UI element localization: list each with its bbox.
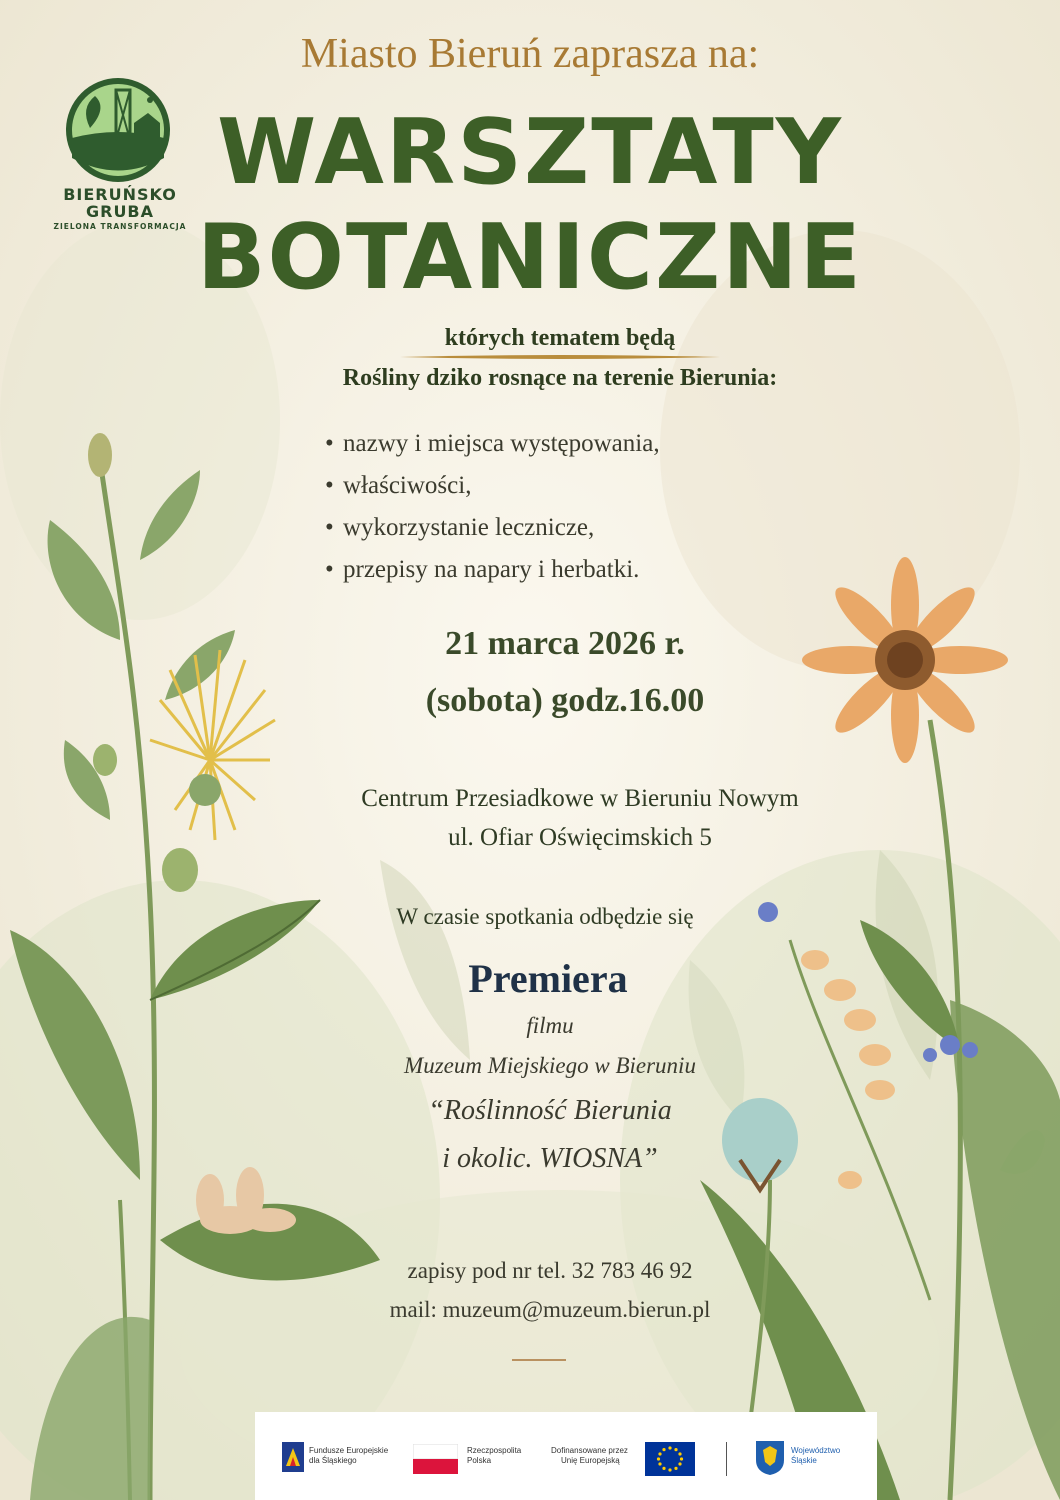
logo-brand-line1: BIERUŃSKO bbox=[63, 185, 177, 204]
fe-label-line1: Fundusze Europejskie bbox=[309, 1446, 389, 1455]
rp-label-line2: Polska bbox=[467, 1456, 492, 1465]
list-item: • wykorzystanie lecznicze, bbox=[325, 507, 660, 549]
ue-label-line2: Unię Europejską bbox=[561, 1456, 620, 1465]
eu-flag-icon bbox=[645, 1442, 695, 1476]
film-title-line1: “Roślinność Bierunia bbox=[428, 1095, 672, 1126]
logo-separator bbox=[726, 1442, 727, 1476]
premiere-label: Premiera bbox=[468, 956, 628, 1001]
venue-address: ul. Ofiar Oświęcimskich 5 bbox=[448, 824, 712, 851]
bullet-icon: • bbox=[325, 472, 334, 499]
museum-line: Muzeum Miejskiego w Bieruniu bbox=[404, 1053, 696, 1078]
silesia-coat-of-arms-icon bbox=[755, 1440, 785, 1476]
bullet-icon: • bbox=[325, 430, 334, 457]
topic-intro: których tematem będą bbox=[444, 325, 676, 351]
ue-label-line1: Dofinansowane przez bbox=[551, 1446, 628, 1455]
gold-divider-line bbox=[400, 354, 720, 360]
topic-list bbox=[325, 423, 660, 591]
bullet-icon: • bbox=[325, 514, 334, 541]
rp-label-line1: Rzeczpospolita bbox=[467, 1446, 522, 1455]
ws-label-line1: Województwo bbox=[791, 1446, 841, 1455]
title-line1: WARSZTATY bbox=[217, 100, 843, 205]
logo-tagline: ZIELONA TRANSFORMACJA bbox=[53, 222, 187, 231]
logo-brand-line2: GRUBA bbox=[85, 202, 155, 221]
signup-phone: zapisy pod nr tel. 32 783 46 92 bbox=[407, 1258, 693, 1283]
ws-label-line2: Śląskie bbox=[791, 1456, 817, 1465]
bottom-divider bbox=[512, 1359, 566, 1361]
event-day-time: (sobota) godz.16.00 bbox=[425, 682, 705, 719]
film-label: filmu bbox=[526, 1013, 574, 1038]
bullet-icon: • bbox=[325, 556, 334, 583]
event-date: 21 marca 2026 r. bbox=[445, 625, 685, 662]
venue-name: Centrum Przesiadkowe w Bieruniu Nowym bbox=[361, 785, 799, 812]
topic-heading: Rośliny dziko rosnące na terenie Bierunia: bbox=[342, 365, 778, 391]
polish-flag-icon bbox=[413, 1444, 458, 1474]
funding-logos-bar bbox=[255, 1412, 877, 1500]
signup-email: mail: muzeum@muzeum.bierun.pl bbox=[389, 1297, 711, 1322]
during-line: W czasie spotkania odbędzie się bbox=[396, 904, 694, 929]
invite-line: Miasto Bieruń zaprasza na: bbox=[300, 31, 760, 77]
list-item: • właściwości, bbox=[325, 465, 660, 507]
list-item: • przepisy na napary i herbatki. bbox=[325, 549, 660, 591]
fe-label-line2: dla Śląskiego bbox=[309, 1456, 357, 1465]
film-title-line2: i okolic. WIOSNA” bbox=[442, 1143, 658, 1174]
eu-funds-icon bbox=[282, 1442, 304, 1472]
list-item: • nazwy i miejsca występowania, bbox=[325, 423, 660, 465]
title-line2: BOTANICZNE bbox=[196, 205, 864, 310]
